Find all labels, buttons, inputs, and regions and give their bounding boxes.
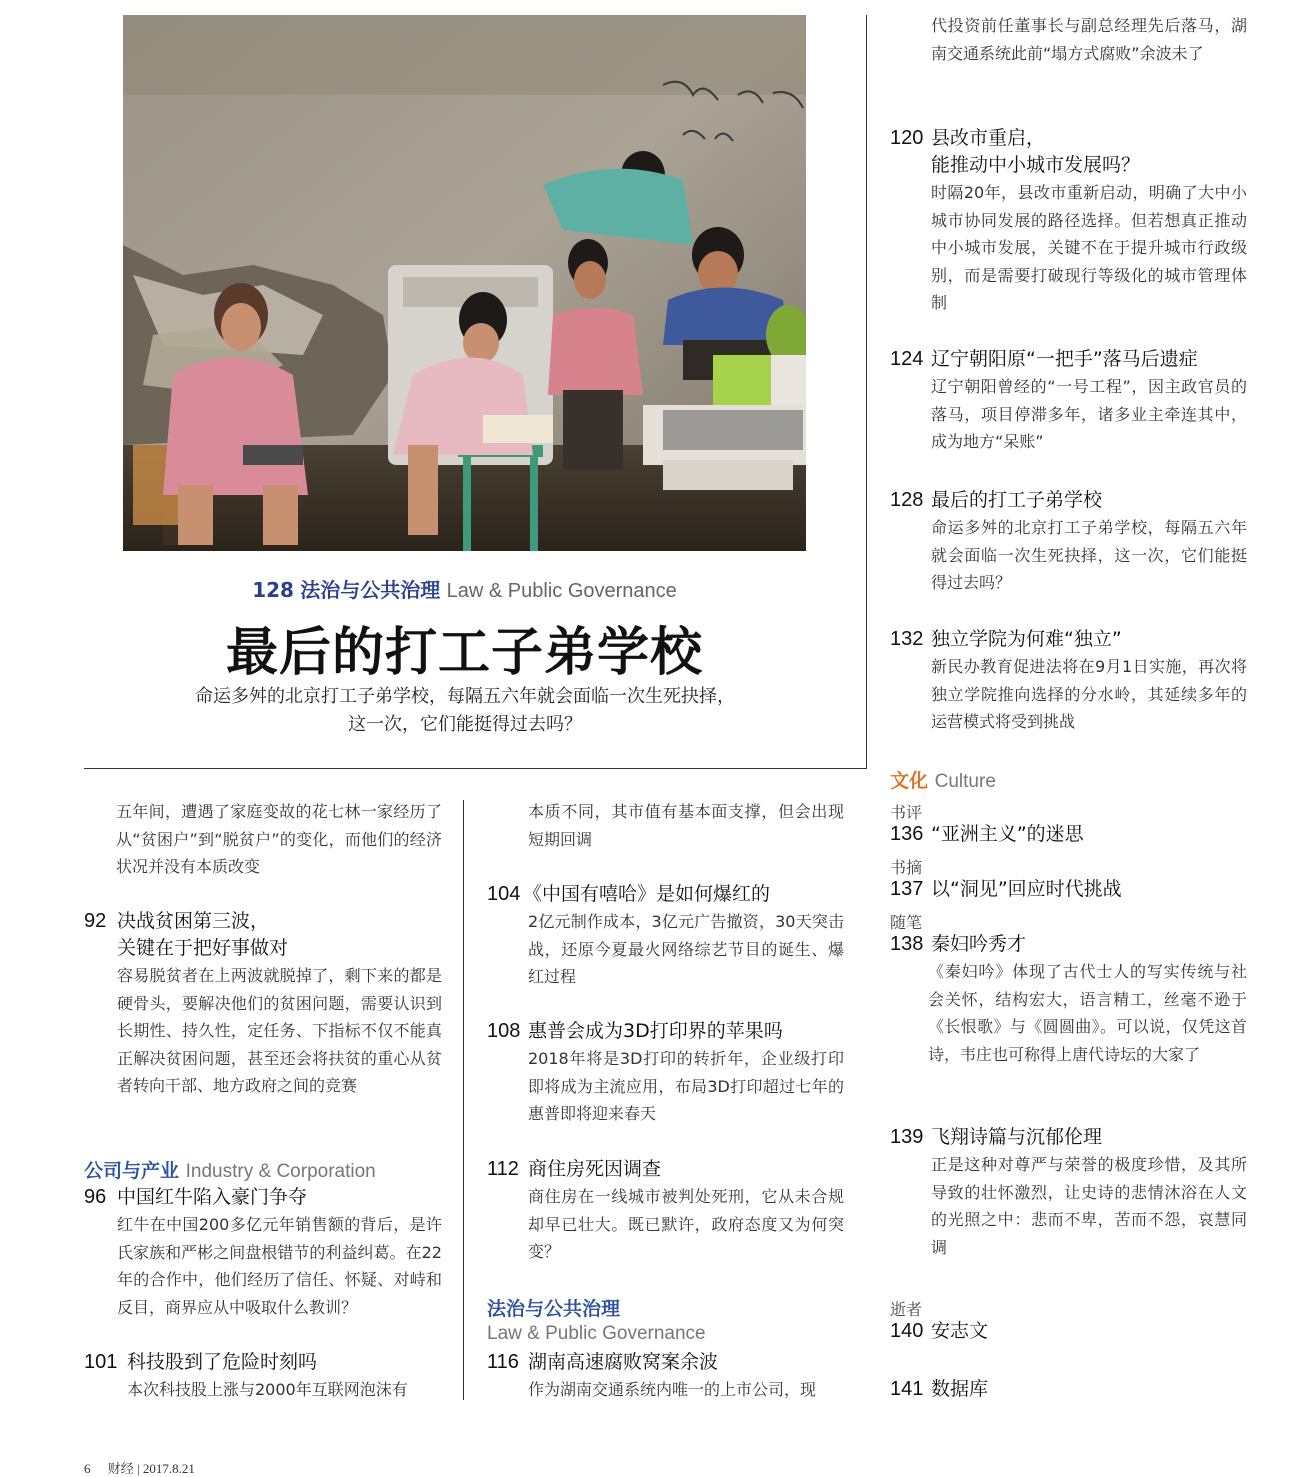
section-en: Law & Public Governance [487,1323,706,1344]
entry-number: 140 [890,1320,924,1342]
entry-title: 《中国有嘻哈》是如何爆红的 [523,883,771,905]
toc-entry-92[interactable] [84,908,442,1100]
entry-number: 108 [487,1020,521,1042]
entry-title: 辽宁朝阳原“一把手”落马后遗症 [931,348,1198,370]
entry-desc: 容易脱贫者在上两波就脱掉了，剩下来的都是硬骨头，要解决他们的贫困问题，需要认识到长期性、持久性，定任务、下指标不仅不能真正解决贫困问题，甚至还会将扶贫的重心从贫者转向干部、地方政府之间的竞赛 [117,966,442,1095]
entry-desc: 新民办教育促进法将在9月1日实施，再次将独立学院推向选择的分水岭，其延续多年的运营模式将受到挑战 [931,657,1247,731]
feature-section-cn: 法治与公共治理 [300,578,441,602]
toc-entry-139[interactable] [890,1124,1247,1261]
section-cn: 公司与产业 [84,1160,180,1182]
toc-entry-96[interactable] [84,1184,442,1321]
entry-title-line1: 县改市重启， [931,127,1046,149]
entry-title: 科技股到了危险时刻吗 [127,1351,318,1373]
entry-number: 136 [890,823,924,845]
entry-number: 132 [890,628,924,650]
entry-title: 以“洞见”回应时代挑战 [931,878,1122,900]
col1-continued [116,798,442,881]
col2-continued [528,798,844,853]
divider-middle-column [463,800,464,1400]
col3-continued [931,12,1247,67]
entry-desc: 2亿元制作成本，3亿元广告撤资，30天突击战，还原今夏最火网络综艺节目的诞生、爆红过程 [528,912,844,986]
entry-number: 101 [84,1351,118,1373]
section-cn: 文化 [890,770,929,792]
entry-title: 湖南高速腐败窝案余波 [528,1351,719,1373]
section-header-law [487,1294,706,1345]
toc-entry-124[interactable] [890,346,1247,456]
toc-entry-104[interactable] [487,881,844,991]
magazine-issue: 财经 | 2017.8.21 [107,1461,195,1476]
toc-entry-120[interactable] [890,125,1247,317]
entry-desc: 《秦妇吟》体现了古代士人的写实传统与社会关怀，结构宏大，语言精工，丝毫不逊于《长恨歌》与《圆圆曲》。可以说，仅凭这首诗，韦庄也可称得上唐代诗坛的大家了 [928,962,1247,1064]
entry-title-line2: 关键在于把好事做对 [117,937,289,959]
entry-number: 137 [890,878,924,900]
toc-entry-112[interactable] [487,1156,844,1266]
entry-title: 独立学院为何难“独立” [931,628,1122,650]
entry-title: 安志文 [931,1320,989,1342]
feature-section-number: 128 [252,578,294,602]
entry-desc: 红牛在中国200多亿元年销售额的背后，是许氏家族和严彬之间盘根错节的利益纠葛。在22年的合作中，他们经历了信任、怀疑、对峙和反目，商界应从中吸取什么教训？ [117,1215,442,1317]
entry-number: 141 [890,1378,924,1400]
col3-top-desc: 代投资前任董事长与副总经理先后落马，湖南交通系统此前“塌方式腐败”余波未了 [931,16,1247,63]
subcategory-excerpt: 书摘 [890,858,923,877]
entry-desc: 2018年将是3D打印的转折年，企业级打印即将成为主流应用，布局3D打印超过七年的惠普即将迎来春天 [528,1049,844,1123]
entry-number: 120 [890,127,924,149]
entry-number: 128 [890,489,924,511]
entry-title-line2: 能推动中小城市发展吗？ [931,154,1141,176]
entry-desc: 商住房在一线城市被判处死刑，它从未合规却早已壮大。既已默许，政府态度又为何突变？ [528,1187,844,1261]
subcategory-obituary: 逝者 [890,1300,923,1319]
entry-desc: 辽宁朝阳曾经的“一号工程”，因主政官员的落马，项目停滞多年，诸多业主牵连其中，成为地方“呆账” [931,377,1247,451]
toc-entry-136[interactable] [890,821,1247,848]
subcategory-essay: 随笔 [890,913,923,932]
entry-title: 惠普会成为3D打印界的苹果吗 [528,1020,783,1042]
entry-number: 96 [84,1186,107,1208]
entry-title: “亚洲主义”的迷思 [931,823,1084,845]
toc-entry-108[interactable] [487,1018,844,1128]
toc-entry-101[interactable] [84,1349,442,1404]
toc-entry-141[interactable] [890,1376,1247,1403]
col1-top-desc: 五年间，遭遇了家庭变故的花七林一家经历了从“贫困户”到“脱贫户”的变化，而他们的经济状况并没有本质改变 [116,802,442,876]
entry-title: 中国红牛陷入豪门争夺 [117,1186,308,1208]
entry-number: 112 [487,1158,519,1180]
feature-section-label [123,574,806,603]
entry-number: 139 [890,1126,924,1148]
section-en: Industry & Corporation [185,1161,376,1182]
toc-entry-138[interactable] [890,931,1247,1068]
divider-horizontal [84,768,867,769]
entry-number: 124 [890,348,924,370]
entry-title: 飞翔诗篇与沉郁伦理 [931,1126,1103,1148]
toc-entry-128[interactable] [890,487,1247,597]
toc-entry-116[interactable] [487,1349,844,1404]
col2-top-desc: 本质不同，其市值有基本面支撑，但会出现短期回调 [528,802,844,849]
section-en: Culture [934,771,996,792]
page-footer [84,1458,195,1477]
section-header-culture [890,766,996,793]
section-cn: 法治与公共治理 [487,1298,621,1320]
entry-number: 104 [487,883,521,905]
entry-title: 商住房死因调查 [528,1158,662,1180]
entry-title: 数据库 [931,1378,989,1400]
toc-entry-140[interactable] [890,1318,1247,1345]
feature-description [160,683,770,739]
entry-desc: 本次科技股上涨与2000年互联网泡沫有 [127,1380,408,1399]
entry-desc: 命运多舛的北京打工子弟学校，每隔五六年就会面临一次生死抉择，这一次，它们能挺得过去吗？ [931,518,1247,592]
entry-desc: 正是这种对尊严与荣誉的极度珍惜，及其所导致的壮怀激烈，让史诗的悲情沐浴在人文的光照之中：悲而不卑，苦而不怨，哀慧同调 [931,1155,1247,1257]
entry-title: 秦妇吟秀才 [931,933,1027,955]
feature-photo [123,15,806,551]
entry-number: 138 [890,933,924,955]
page-number: 6 [84,1461,91,1476]
toc-entry-132[interactable] [890,626,1247,736]
feature-section-en: Law & Public Governance [446,580,677,602]
section-header-industry [84,1156,376,1183]
entry-title: 最后的打工子弟学校 [931,489,1103,511]
feature-desc-line2: 这一次，它们能挺得过去吗？ [348,714,582,735]
toc-entry-137[interactable] [890,876,1247,903]
feature-title: 最后的打工子弟学校 [225,623,703,683]
entry-title-line1: 决战贫困第三波， [117,910,270,932]
entry-desc: 作为湖南交通系统内唯一的上市公司，现 [528,1380,817,1399]
entry-number: 92 [84,910,107,932]
divider-right-column [866,15,867,768]
feature-desc-line1: 命运多舛的北京打工子弟学校，每隔五六年就会面临一次生死抉择， [195,686,735,707]
entry-desc: 时隔20年，县改市重新启动，明确了大中小城市协同发展的路径选择。但若想真正推动中小城市发展，关键不在于提升城市行政级别，而是需要打破现行等级化的城市管理体制 [931,183,1247,312]
subcategory-book-review: 书评 [890,803,923,822]
entry-number: 116 [487,1351,519,1373]
